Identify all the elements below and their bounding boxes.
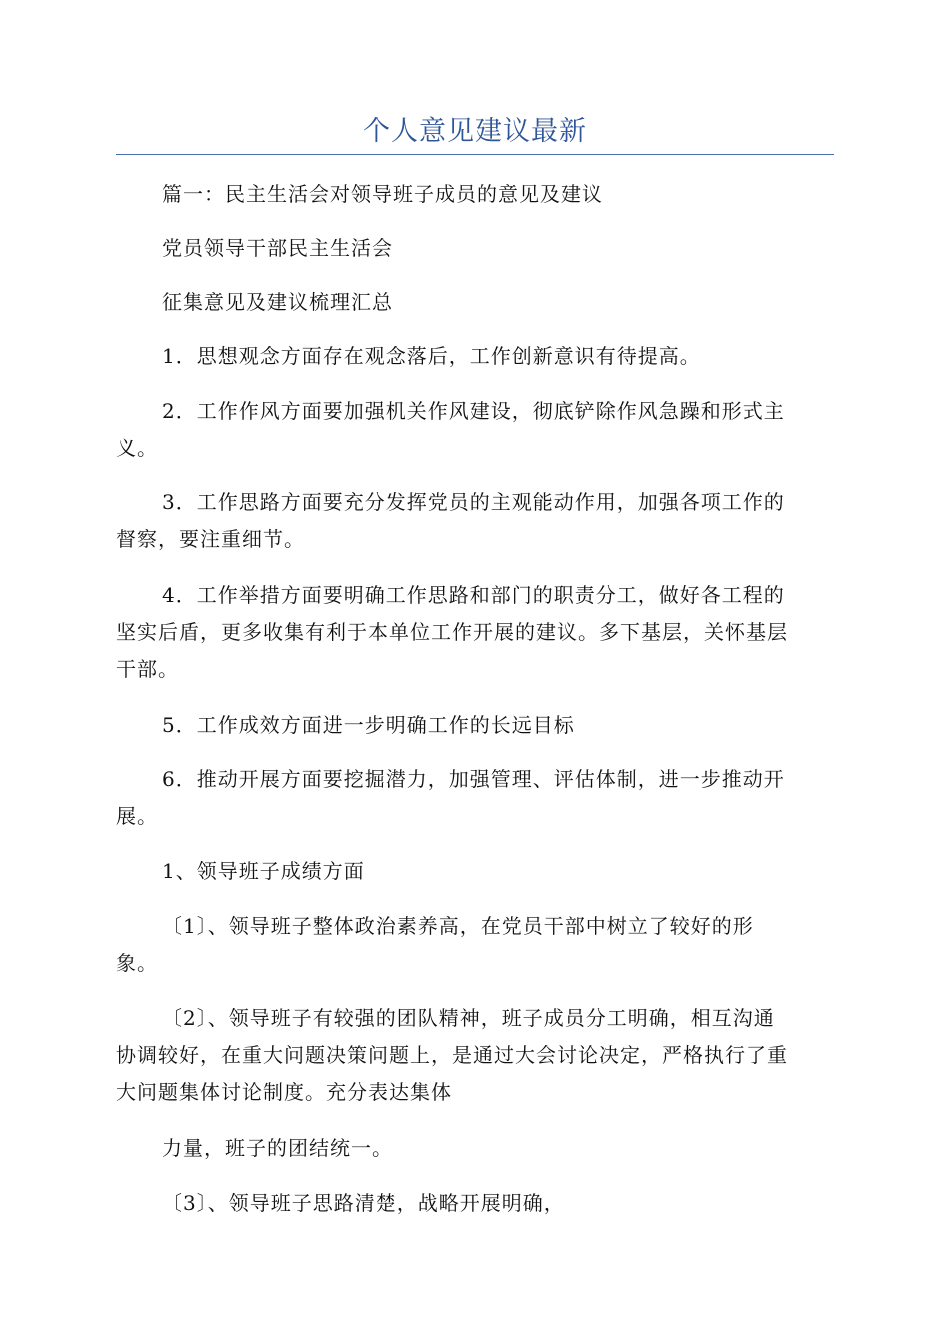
- paragraph-14: [116, 1185, 834, 1222]
- paragraph-6: [116, 484, 834, 558]
- paragraph-line: 力量，班子的团结统一。: [162, 1136, 393, 1160]
- paragraph-line: 干部。: [116, 657, 179, 681]
- paragraph-5: [116, 393, 834, 467]
- document-title: 个人意见建议最新: [363, 116, 587, 147]
- paragraph-line: 2．工作作风方面要加强机关作风建设，彻底铲除作风急躁和形式主: [162, 399, 785, 423]
- paragraph-2: [116, 230, 834, 267]
- paragraph-line: 象。: [116, 951, 158, 975]
- paragraph-13: [116, 1130, 834, 1167]
- paragraph-7: [116, 577, 834, 688]
- paragraph-line: 〔1〕、领导班子整体政治素养高，在党员干部中树立了较好的形: [162, 914, 754, 938]
- paragraph-line: 督察，要注重细节。: [116, 527, 305, 551]
- paragraph-line: 坚实后盾，更多收集有利于本单位工作开展的建议。多下基层，关怀基层: [116, 620, 788, 644]
- paragraph-line: 5．工作成效方面进一步明确工作的长远目标: [162, 713, 575, 737]
- paragraph-line: 4．工作举措方面要明确工作思路和部门的职责分工，做好各工程的: [162, 583, 785, 607]
- paragraph-line: 党员领导干部民主生活会: [162, 236, 393, 260]
- paragraph-line: 篇一：民主生活会对领导班子成员的意见及建议: [162, 182, 603, 206]
- paragraph-line: 展。: [116, 804, 158, 828]
- paragraph-line: 1．思想观念方面存在观念落后，工作创新意识有待提高。: [162, 344, 701, 368]
- paragraph-11: [116, 908, 834, 982]
- paragraph-line: 1、领导班子成绩方面: [162, 859, 365, 883]
- paragraph-line: 3．工作思路方面要充分发挥党员的主观能动作用，加强各项工作的: [162, 490, 785, 514]
- paragraph-1: [116, 176, 834, 213]
- paragraph-9: [116, 761, 834, 835]
- paragraph-line: 〔3〕、领导班子思路清楚，战略开展明确，: [162, 1191, 565, 1215]
- paragraph-8: [116, 707, 834, 744]
- paragraph-line: 征集意见及建议梳理汇总: [162, 290, 393, 314]
- paragraph-10: [116, 853, 834, 890]
- paragraph-12: [116, 1000, 834, 1111]
- title-underline: [116, 154, 834, 155]
- paragraph-4: [116, 338, 834, 375]
- paragraph-line: 大问题集体讨论制度。充分表达集体: [116, 1080, 452, 1104]
- paragraph-line: 义。: [116, 436, 158, 460]
- paragraph-line: 6．推动开展方面要挖掘潜力，加强管理、评估体制，进一步推动开: [162, 767, 785, 791]
- paragraph-3: [116, 284, 834, 321]
- paragraph-line: 〔2〕、领导班子有较强的团队精神，班子成员分工明确，相互沟通: [162, 1006, 775, 1030]
- paragraph-line: 协调较好，在重大问题决策问题上，是通过大会讨论决定，严格执行了重: [116, 1043, 788, 1067]
